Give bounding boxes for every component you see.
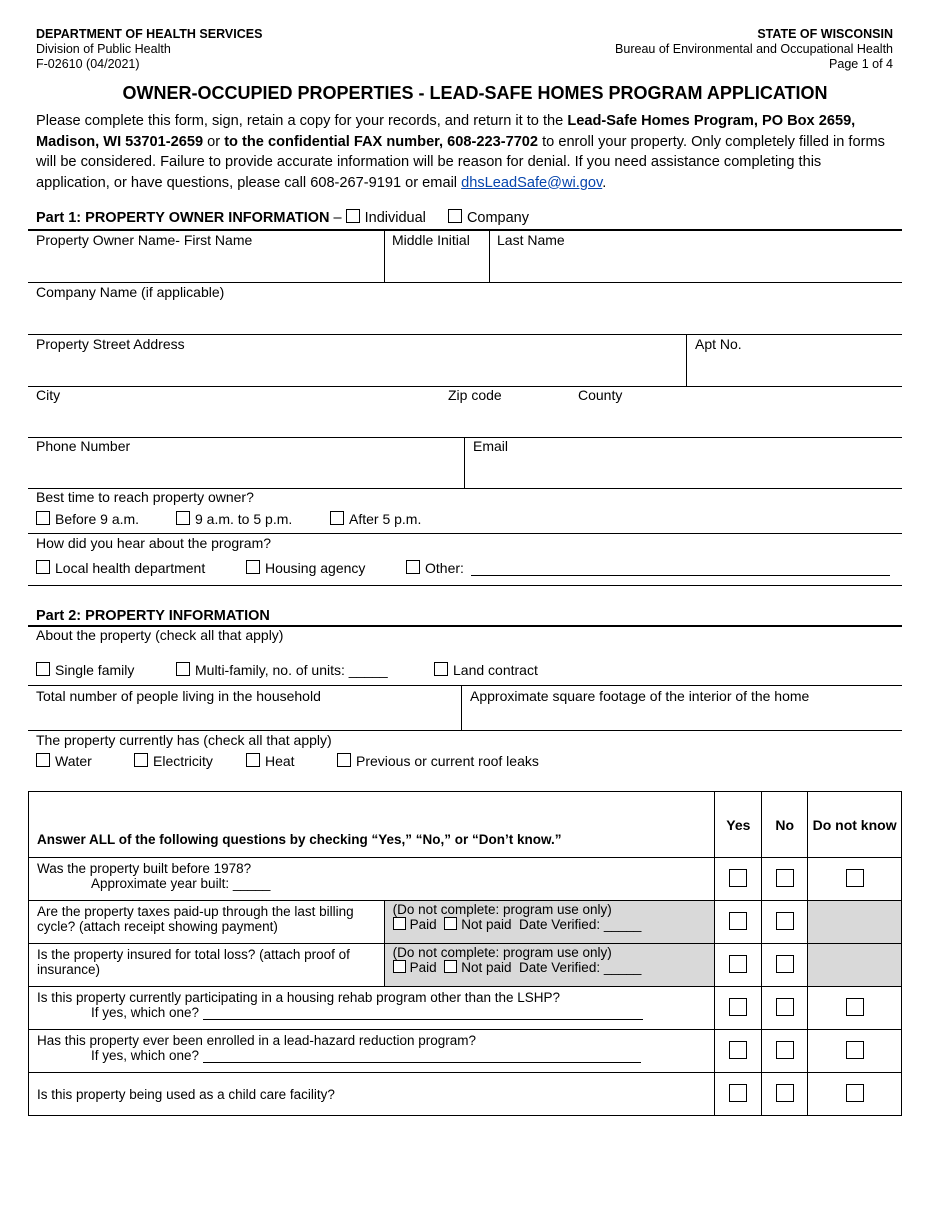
intro-paragraph bbox=[36, 111, 896, 193]
dash: – bbox=[329, 210, 346, 226]
heat-option[interactable] bbox=[246, 753, 295, 769]
yes-checkbox[interactable] bbox=[729, 912, 747, 930]
divider bbox=[28, 229, 902, 231]
company-checkbox[interactable] bbox=[448, 209, 462, 223]
option-label: 9 a.m. to 5 p.m. bbox=[195, 511, 293, 527]
option-label: Before 9 a.m. bbox=[55, 511, 140, 527]
no-header: No bbox=[762, 792, 808, 858]
which-program-field[interactable] bbox=[203, 1019, 643, 1020]
instruction-text: Answer ALL of the following questions by checking “Yes,” “No,” or “Don’t know.” bbox=[37, 832, 562, 847]
yes-header: Yes bbox=[715, 792, 762, 858]
question-cell: Is this property being used as a child care facility? bbox=[29, 1073, 715, 1116]
which-program-row bbox=[37, 1048, 706, 1063]
yes-cell bbox=[715, 1030, 762, 1073]
no-checkbox[interactable] bbox=[776, 1084, 794, 1102]
program-use-note: (Do not complete: program use only) bbox=[392, 945, 612, 960]
part1-heading: Part 1: PROPERTY OWNER INFORMATION bbox=[36, 210, 330, 226]
division-name: Division of Public Health bbox=[36, 42, 171, 56]
option-label: Other: bbox=[425, 560, 464, 576]
yes-checkbox[interactable] bbox=[729, 1084, 747, 1102]
yes-cell bbox=[715, 858, 762, 901]
no-checkbox[interactable] bbox=[776, 869, 794, 887]
table-header-row bbox=[29, 792, 902, 858]
question-cell: Is the property insured for total loss? (attach proof of insurance) bbox=[29, 944, 385, 987]
question-cell bbox=[29, 987, 715, 1030]
land-contract-option[interactable] bbox=[434, 662, 538, 678]
question-cell bbox=[29, 1030, 715, 1073]
question-cell bbox=[29, 858, 715, 901]
company-name-field[interactable]: Company Name (if applicable) bbox=[36, 284, 225, 300]
department-name: DEPARTMENT OF HEALTH SERVICES bbox=[36, 27, 263, 41]
no-cell bbox=[762, 1073, 808, 1116]
yes-cell bbox=[715, 1073, 762, 1116]
form-title: OWNER-OCCUPIED PROPERTIES - LEAD-SAFE HOMES PROGRAM APPLICATION bbox=[122, 83, 828, 103]
after-5pm-checkbox[interactable] bbox=[330, 511, 344, 525]
question-text: Was the property built before 1978? bbox=[37, 861, 252, 876]
hear-about-label: How did you hear about the program? bbox=[36, 535, 272, 551]
no-checkbox[interactable] bbox=[776, 912, 794, 930]
9am-5pm-option[interactable] bbox=[176, 511, 292, 527]
yes-checkbox[interactable] bbox=[729, 1041, 747, 1059]
county-field[interactable]: County bbox=[578, 387, 623, 403]
email-link[interactable]: dhsLeadSafe@wi.gov bbox=[461, 174, 603, 191]
option-label: Electricity bbox=[153, 753, 213, 769]
utilities-label: The property currently has (check all that apply) bbox=[36, 732, 332, 748]
no-cell bbox=[762, 901, 808, 944]
last-name-field[interactable]: Last Name bbox=[497, 232, 565, 248]
do-not-know-checkbox[interactable] bbox=[846, 869, 864, 887]
no-cell bbox=[762, 1030, 808, 1073]
do-not-know-cell bbox=[808, 1073, 902, 1116]
if-yes-label: If yes, which one? bbox=[91, 1005, 200, 1020]
household-count-field[interactable]: Total number of people living in the household bbox=[36, 688, 321, 704]
intro-text: or bbox=[203, 133, 225, 150]
option-label: Land contract bbox=[453, 662, 538, 678]
water-checkbox[interactable] bbox=[36, 753, 50, 767]
middle-initial-field[interactable]: Middle Initial bbox=[392, 232, 470, 248]
no-checkbox[interactable] bbox=[776, 955, 794, 973]
9am-5pm-checkbox[interactable] bbox=[176, 511, 190, 525]
table-row bbox=[29, 1030, 902, 1073]
questions-table bbox=[28, 791, 902, 1116]
divider bbox=[464, 437, 465, 488]
electricity-option[interactable] bbox=[134, 753, 213, 769]
local-health-checkbox[interactable] bbox=[36, 560, 50, 574]
part1-heading-row bbox=[36, 209, 529, 226]
intro-text: . bbox=[602, 174, 607, 191]
do-not-know-checkbox[interactable] bbox=[846, 998, 864, 1016]
single-family-option[interactable] bbox=[36, 662, 134, 678]
divider bbox=[461, 685, 462, 730]
roof-leaks-option[interactable] bbox=[337, 753, 539, 769]
local-health-option[interactable] bbox=[36, 560, 205, 576]
best-time-label: Best time to reach property owner? bbox=[36, 489, 254, 505]
state-block bbox=[615, 27, 893, 72]
mailing-address: Lead-Safe Homes Program, PO Box 2659, Madison, WI 53701-2659 bbox=[36, 113, 856, 150]
electricity-checkbox[interactable] bbox=[134, 753, 148, 767]
table-row bbox=[29, 901, 902, 944]
option-label: Single family bbox=[55, 662, 135, 678]
not-paid-checkbox[interactable] bbox=[444, 960, 457, 973]
company-label: Company bbox=[466, 210, 529, 226]
do-not-know-cell bbox=[808, 1030, 902, 1073]
multi-family-checkbox[interactable] bbox=[176, 662, 190, 676]
paid-checkbox[interactable] bbox=[393, 917, 406, 930]
bureau-name: Bureau of Environmental and Occupational Health bbox=[615, 42, 893, 56]
state-name: STATE OF WISCONSIN bbox=[757, 27, 893, 41]
program-use-note: (Do not complete: program use only) bbox=[392, 902, 612, 917]
divider bbox=[28, 282, 902, 283]
option-label: Heat bbox=[265, 753, 295, 769]
program-use-cell bbox=[384, 901, 715, 944]
no-checkbox[interactable] bbox=[776, 998, 794, 1016]
land-contract-checkbox[interactable] bbox=[434, 662, 448, 676]
option-label: Previous or current roof leaks bbox=[356, 753, 539, 769]
first-name-field[interactable]: Property Owner Name- First Name bbox=[36, 232, 253, 248]
intro-text: to enroll your property. Only completely filled in forms will be considered. Failure to provide accurate information will be reason for denial. If you need assistance completing this application, or have questions, please call 608-267-9191 or email bbox=[36, 133, 885, 191]
before-9am-checkbox[interactable] bbox=[36, 511, 50, 525]
housing-agency-option[interactable] bbox=[246, 560, 365, 576]
divider bbox=[28, 437, 902, 438]
do-not-know-checkbox[interactable] bbox=[846, 1084, 864, 1102]
about-property-label: About the property (check all that apply) bbox=[36, 627, 284, 643]
which-program-row bbox=[37, 1005, 706, 1020]
divider bbox=[28, 334, 902, 335]
divider bbox=[686, 334, 687, 386]
table-row bbox=[29, 858, 902, 901]
divider bbox=[28, 533, 902, 534]
yes-checkbox[interactable] bbox=[729, 955, 747, 973]
divider bbox=[28, 730, 902, 731]
city-field[interactable]: City bbox=[36, 387, 61, 403]
apt-no-field[interactable]: Apt No. bbox=[695, 336, 742, 352]
divider bbox=[28, 585, 902, 586]
do-not-know-cell bbox=[808, 987, 902, 1030]
phone-number-field[interactable]: Phone Number bbox=[36, 438, 131, 454]
form-number: F-02610 (04/2021) bbox=[36, 57, 140, 71]
year-built-field[interactable]: Approximate year built: _____ bbox=[91, 876, 271, 891]
table-row bbox=[29, 1073, 902, 1116]
if-yes-label: If yes, which one? bbox=[91, 1048, 200, 1063]
divider bbox=[489, 230, 490, 282]
single-family-checkbox[interactable] bbox=[36, 662, 50, 676]
do-not-know-cell bbox=[808, 901, 902, 944]
not-paid-label: Not paid bbox=[461, 917, 512, 932]
square-footage-field[interactable]: Approximate square footage of the interior of the home bbox=[470, 688, 810, 704]
do-not-know-cell bbox=[808, 858, 902, 901]
zip-code-field[interactable]: Zip code bbox=[448, 387, 502, 403]
do-not-know-cell bbox=[808, 944, 902, 987]
option-label: After 5 p.m. bbox=[349, 511, 422, 527]
after-5pm-option[interactable] bbox=[330, 511, 421, 527]
date-verified-field: Date Verified: _____ bbox=[519, 960, 642, 975]
heat-checkbox[interactable] bbox=[246, 753, 260, 767]
option-label: Local health department bbox=[55, 560, 206, 576]
table-row bbox=[29, 944, 902, 987]
yes-checkbox[interactable] bbox=[729, 998, 747, 1016]
housing-agency-checkbox[interactable] bbox=[246, 560, 260, 574]
question-text: Is this property currently participating in a housing rehab program other than the LSHP? bbox=[37, 990, 561, 1005]
yes-cell bbox=[715, 901, 762, 944]
option-label: Housing agency bbox=[265, 560, 366, 576]
program-use-cell bbox=[384, 944, 715, 987]
street-address-field[interactable]: Property Street Address bbox=[36, 336, 185, 352]
roof-leaks-checkbox[interactable] bbox=[337, 753, 351, 767]
which-program-field[interactable] bbox=[203, 1062, 641, 1063]
page-number: Page 1 of 4 bbox=[829, 57, 893, 71]
question-cell: Are the property taxes paid-up through the last billing cycle? (attach receipt showing payment) bbox=[29, 901, 385, 944]
other-fill-line[interactable] bbox=[471, 575, 890, 576]
individual-label: Individual bbox=[364, 210, 426, 226]
no-cell bbox=[762, 987, 808, 1030]
not-paid-label: Not paid bbox=[461, 960, 512, 975]
agency-block bbox=[36, 27, 262, 72]
other-checkbox[interactable] bbox=[406, 560, 420, 574]
divider bbox=[384, 230, 385, 282]
do-not-know-checkbox[interactable] bbox=[846, 1041, 864, 1059]
yes-cell bbox=[715, 987, 762, 1030]
individual-checkbox[interactable] bbox=[346, 209, 360, 223]
part2-heading: Part 2: PROPERTY INFORMATION bbox=[36, 608, 270, 624]
before-9am-option[interactable] bbox=[36, 511, 139, 527]
table-row bbox=[29, 987, 902, 1030]
divider bbox=[28, 685, 902, 686]
date-verified-field: Date Verified: _____ bbox=[519, 917, 642, 932]
instruction-cell bbox=[29, 792, 715, 858]
other-option[interactable] bbox=[406, 560, 464, 576]
intro-text: Please complete this form, sign, retain a copy for your records, and return it to the bbox=[36, 113, 568, 129]
not-paid-checkbox[interactable] bbox=[444, 917, 457, 930]
no-cell bbox=[762, 944, 808, 987]
do-not-know-header: Do not know bbox=[808, 792, 902, 858]
water-option[interactable] bbox=[36, 753, 92, 769]
fax-number: to the confidential FAX number, 608-223-7702 bbox=[224, 133, 539, 150]
option-label: Multi-family, no. of units: _____ bbox=[195, 662, 388, 678]
yes-checkbox[interactable] bbox=[729, 869, 747, 887]
paid-checkbox[interactable] bbox=[393, 960, 406, 973]
paid-label: Paid bbox=[409, 960, 437, 975]
question-text: Has this property ever been enrolled in a lead-hazard reduction program? bbox=[37, 1033, 477, 1048]
multi-family-option[interactable] bbox=[176, 662, 388, 678]
no-checkbox[interactable] bbox=[776, 1041, 794, 1059]
option-label: Water bbox=[55, 753, 92, 769]
paid-label: Paid bbox=[409, 917, 437, 932]
yes-cell bbox=[715, 944, 762, 987]
no-cell bbox=[762, 858, 808, 901]
email-field[interactable]: Email bbox=[473, 438, 509, 454]
